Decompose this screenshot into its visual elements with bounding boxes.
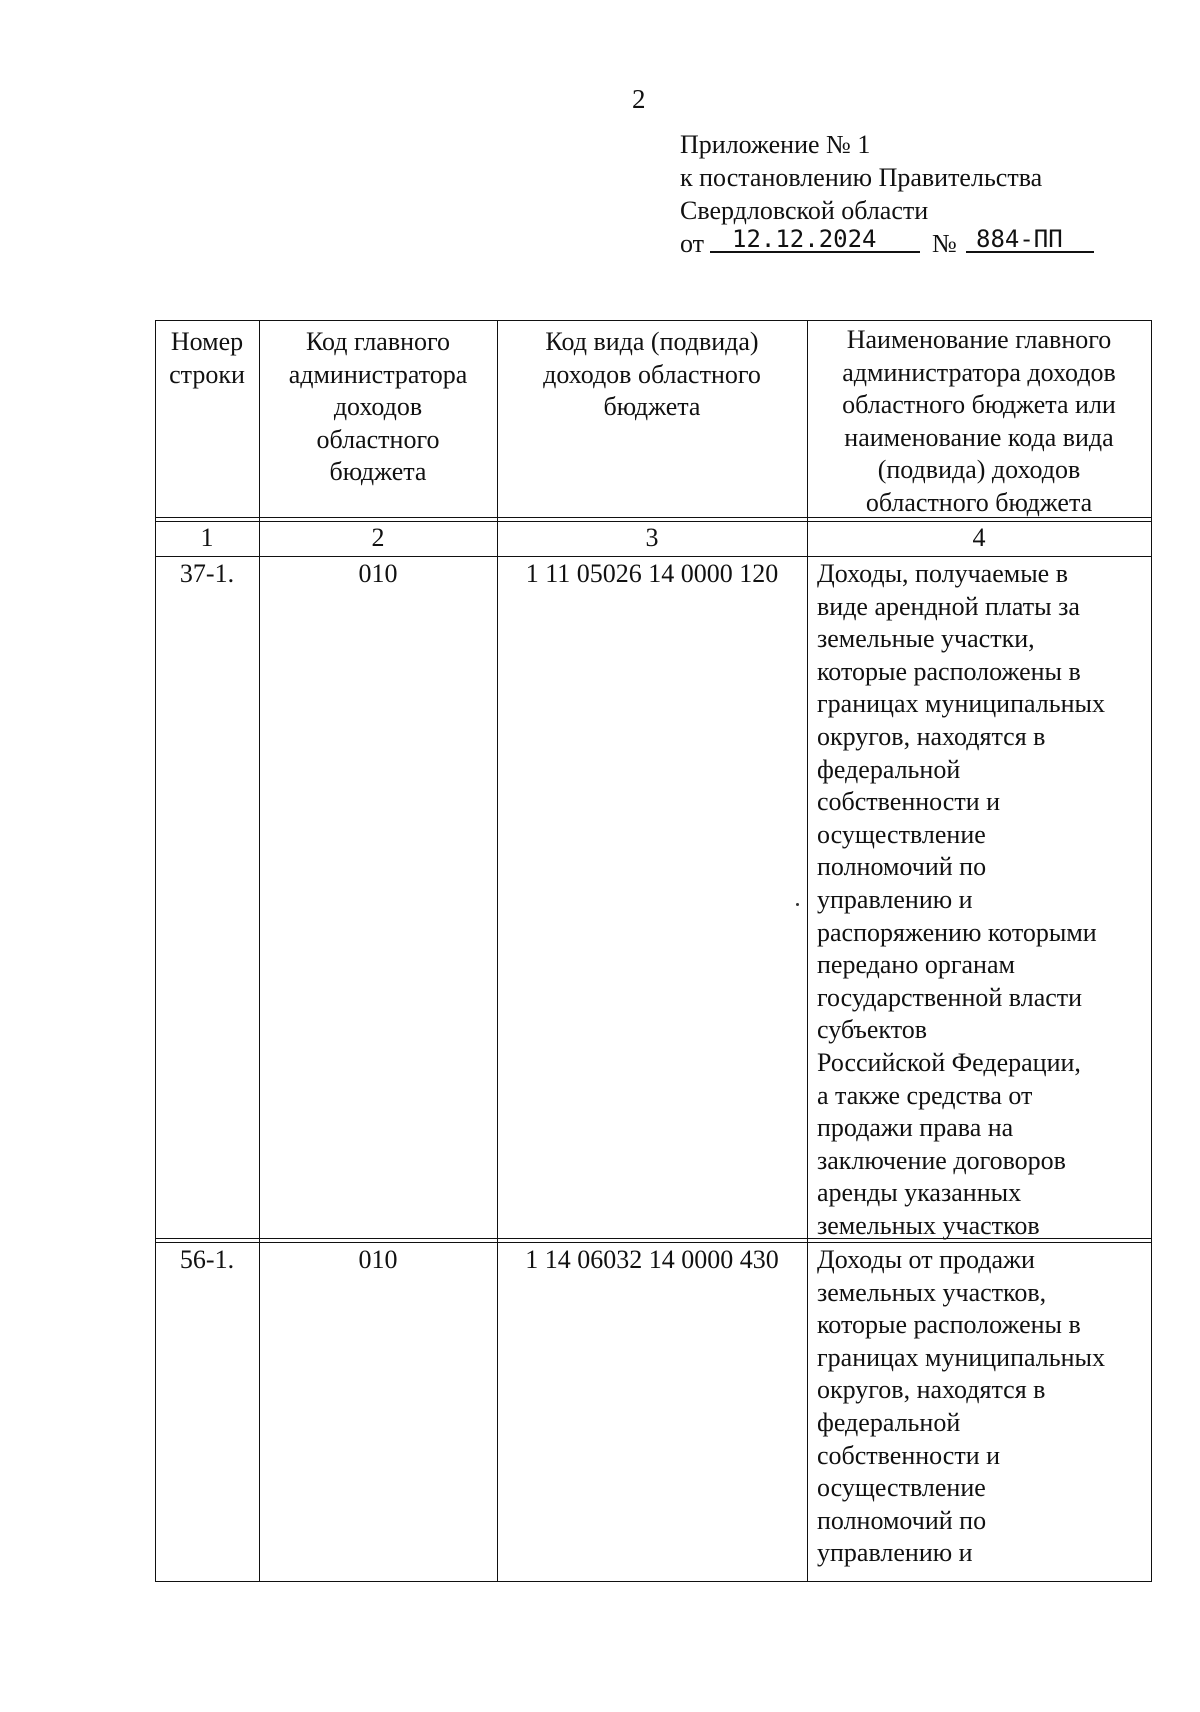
table-bottom-border — [155, 1581, 1152, 1582]
column-number-3: 3 — [645, 523, 659, 552]
number-sign: № — [932, 229, 957, 258]
table-row-number: 56-1. — [179, 1245, 235, 1274]
table-row-admin-code: 010 — [358, 559, 398, 588]
header-admin-code: Код главного администратора доходов областного бюджета — [288, 327, 468, 487]
appendix-resolution-line: к постановлению Правительства — [680, 163, 1043, 192]
scan-speck — [796, 903, 799, 906]
table-row-admin-code: 010 — [358, 1245, 398, 1274]
resolution-date: 12.12.2024 — [710, 223, 920, 253]
header-income-code: Код вида (подвида) доходов областного бюджета — [543, 327, 761, 422]
table-right-border — [1151, 320, 1152, 1582]
header-row-number: Номер строки — [169, 327, 245, 389]
column-number-2: 2 — [371, 523, 385, 552]
appendix-region-line: Свердловской области — [680, 196, 929, 225]
resolution-number: 884-ПП — [966, 223, 1094, 253]
table-left-border — [155, 320, 156, 1582]
header-description: Наименование главного администратора доходов областного бюджета или наименование кода вида (подвида) доходов областного бюджета — [842, 325, 1116, 517]
appendix-reference-line — [680, 225, 1063, 261]
income-codes-table — [155, 320, 1152, 1582]
table-top-border — [155, 320, 1152, 321]
table-row-income-code: 1 11 05026 14 0000 120 — [525, 559, 779, 588]
table-row-income-code: 1 14 06032 14 0000 430 — [525, 1245, 779, 1274]
col1-divider — [259, 320, 260, 1582]
date-prefix: от — [680, 229, 705, 258]
col2-divider — [497, 320, 498, 1582]
page-number: 2 — [632, 84, 646, 114]
table-row-description: Доходы, получаемые в виде арендной платы за земельные участки, которые расположены в границах муниципальных округов, находятся в федеральной собственности и осуществление полномочий по управлению и распоряжению которыми передано органам государственной власти субъектов Российской Федерации, а также средства от продажи права на заключение договоров аренды указанных земельных участков — [817, 559, 1105, 1240]
numbering-bottom-border — [155, 556, 1152, 557]
appendix-title: Приложение № 1 — [680, 130, 871, 159]
table-row-number: 37-1. — [179, 559, 235, 588]
table-row-description: Доходы от продажи земельных участков, которые расположены в границах муниципальных округов, находятся в федеральной собственности и осуществление полномочий по управлению и — [817, 1245, 1105, 1568]
appendix-header — [680, 128, 1063, 261]
column-number-1: 1 — [200, 523, 214, 552]
column-number-4: 4 — [972, 523, 986, 552]
